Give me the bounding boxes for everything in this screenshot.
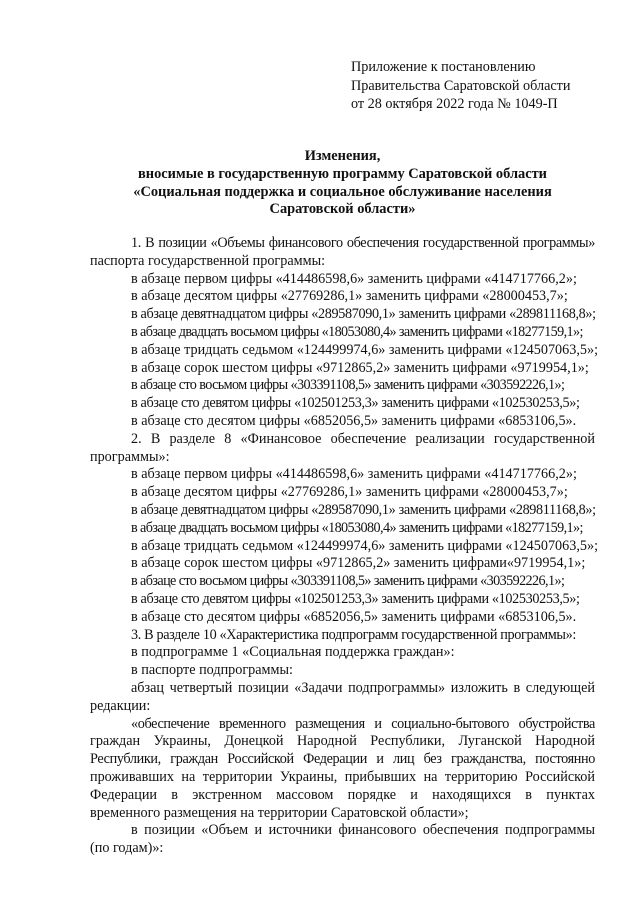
paragraph-line: абзац четвертый позиции «Задачи подпрограммы» изложить в следующей <box>131 679 595 696</box>
list-item: в абзаце первом цифры «414486598,6» заменить цифрами «414717766,2»; <box>131 466 577 483</box>
list-item: в абзаце сто десятом цифры «6852056,5» заменить цифрами «6853106,5». <box>131 608 577 625</box>
list-item: в абзаце сто девятом цифры «102501253,3» заменить цифрами «102530253,5»; <box>131 395 580 412</box>
paragraph-line: (по годам)»: <box>90 840 164 857</box>
paragraph-line: в позиции «Объем и источники финансового обеспечения подпрограммы <box>131 822 595 839</box>
list-item: в абзаце сорок шестом цифры «9712865,2» заменить цифрами«9719954,1»; <box>131 555 586 572</box>
annex-line: от 28 октября 2022 года № 1049-П <box>351 96 558 112</box>
annex-header <box>351 58 570 114</box>
quote-line: проживавших на территории Украины, прибывших на территорию Российской <box>90 768 595 785</box>
paragraph-line: программы»: <box>90 448 170 465</box>
quote-line: временного размещения на территории Саратовской области»; <box>90 804 469 821</box>
document-title <box>90 148 595 219</box>
paragraph-line: 2. В разделе 8 «Финансовое обеспечение реализации государственной <box>131 430 595 447</box>
list-item: в абзаце сорок шестом цифры «9712865,2» заменить цифрами «9719954,1»; <box>131 359 589 376</box>
list-item: в абзаце двадцать восьмом цифры «18053080,4» заменить цифрами «18277159,1»; <box>131 519 583 536</box>
quote-line: Федерации в экстренном массовом порядке и находящихся в пунктах <box>90 786 595 803</box>
annex-line: Приложение к постановлению <box>351 59 536 75</box>
document-body <box>90 235 599 858</box>
title-line: Саратовской области» <box>269 201 416 218</box>
annex-line: Правительства Саратовской области <box>351 77 571 94</box>
quote-line: «обеспечение временного размещения и социально-бытового обустройства <box>131 715 595 732</box>
quote-line: Республики, граждан Российской Федерации и лиц без гражданства, постоянно <box>90 751 595 768</box>
list-item: в абзаце двадцать восьмом цифры «18053080,4» заменить цифрами «18277159,1»; <box>131 323 583 340</box>
paragraph-line: редакции: <box>90 697 151 714</box>
title-line: «Социальная поддержка и социальное обслуживание населения <box>133 183 552 200</box>
paragraph-line: в подпрограмме 1 «Социальная поддержка граждан»: <box>131 644 455 661</box>
list-item: в абзаце сто десятом цифры «6852056,5» заменить цифрами «6853106,5». <box>131 412 577 429</box>
title-line: Изменения, <box>304 148 381 164</box>
title-line: вносимые в государственную программу Саратовской области <box>138 165 547 182</box>
paragraph-line: 1. В позиции «Объемы финансового обеспечения государственной программы» <box>131 235 595 251</box>
quote-line: граждан Украины, Донецкой Народной Республики, Луганской Народной <box>90 733 595 750</box>
list-item: в абзаце сто девятом цифры «102501253,3» заменить цифрами «102530253,5»; <box>131 590 580 607</box>
list-item: в абзаце девятнадцатом цифры «289587090,1» заменить цифрами «289811168,8»; <box>131 306 596 323</box>
list-item: в абзаце десятом цифры «27769286,1» заменить цифрами «28000453,7»; <box>131 484 568 501</box>
paragraph-line: в паспорте подпрограммы: <box>131 662 293 679</box>
list-item: в абзаце девятнадцатом цифры «289587090,1» заменить цифрами «289811168,8»; <box>131 501 596 518</box>
list-item: в абзаце сто восьмом цифры «303391108,5» заменить цифрами «303592226,1»; <box>131 377 565 394</box>
list-item: в абзаце первом цифры «414486598,6» заменить цифрами «414717766,2»; <box>131 270 577 287</box>
list-item: в абзаце десятом цифры «27769286,1» заменить цифрами «28000453,7»; <box>131 288 568 305</box>
list-item: в абзаце сто восьмом цифры «303391108,5» заменить цифрами «303592226,1»; <box>131 573 565 590</box>
paragraph-line: 3. В разделе 10 «Характеристика подпрограмм государственной программы»: <box>131 626 576 643</box>
list-item: в абзаце тридцать седьмом «124499974,6» заменить цифрами «124507063,5»; <box>131 537 599 554</box>
paragraph-line: паспорта государственной программы: <box>90 252 326 269</box>
list-item: в абзаце тридцать седьмом «124499974,6» заменить цифрами «124507063,5»; <box>131 341 599 358</box>
